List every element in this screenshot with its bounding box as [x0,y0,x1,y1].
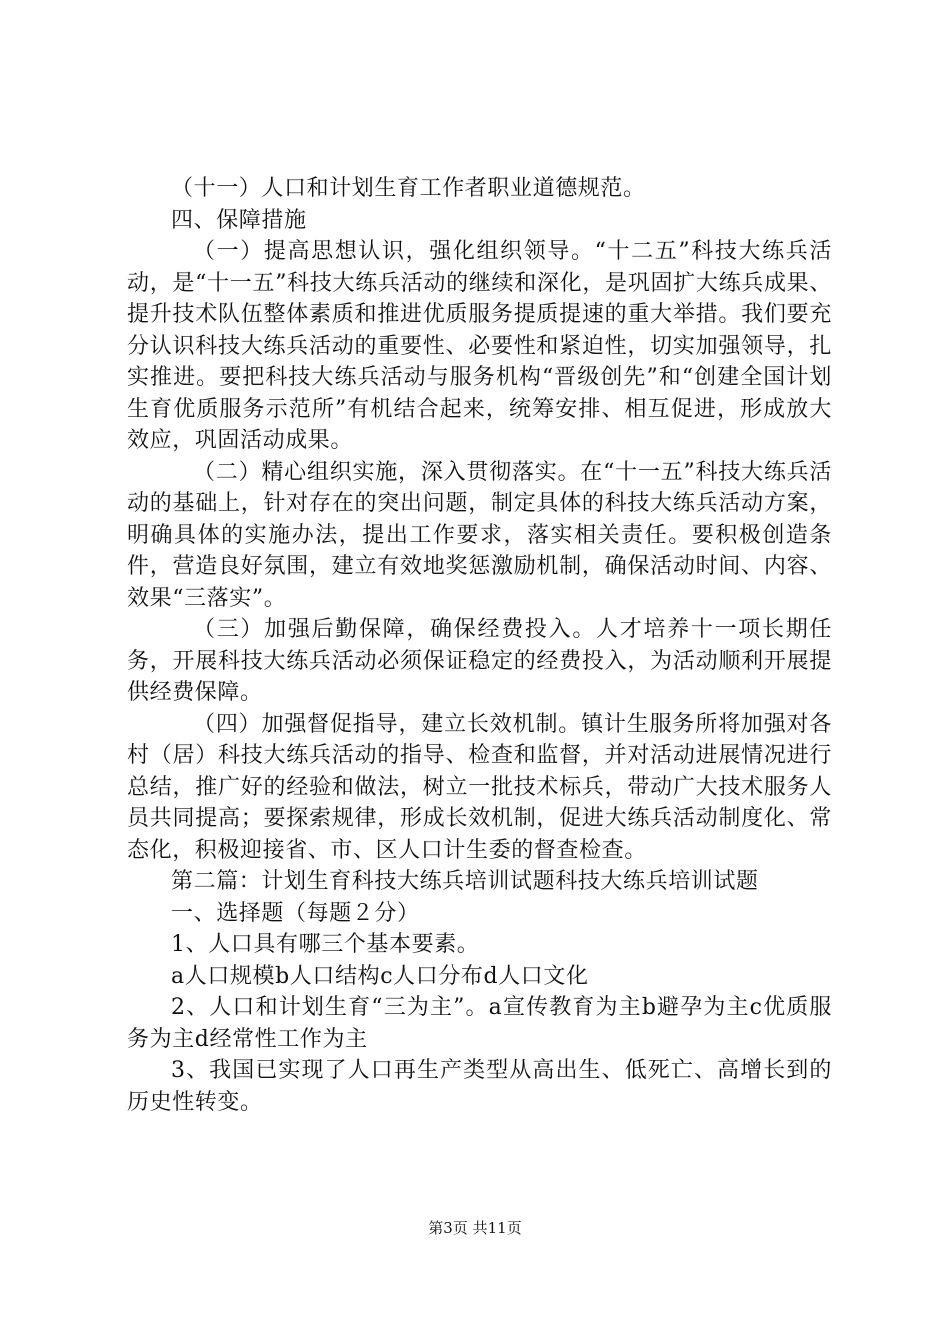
paragraph-measure-4: （四）加强督促指导，建立长效机制。镇计生服务所将加强对各村（居）科技大练兵活动的指导、检查和监督，并对活动进展情况进行总结，推广好的经验和做法，树立一批技术标兵，带动广大技术服务人员共同提高；要探索规律，形成长效机制，促进大练兵活动制度化、常态化，积极迎接省、市、区人口计生委的督查检查。 [127,711,832,863]
paragraph-measure-2: （二）精心组织实施，深入贯彻落实。在“十一五”科技大练兵活动的基础上，针对存在的突出问题，制定具体的科技大练兵活动方案，明确具体的实施办法，提出工作要求，落实相关责任。要积极创造条件，营造良好氛围，建立有效地奖惩激励机制，确保活动时间、内容、效果“三落实”。 [127,459,832,611]
chapter-heading-part-two: 第二篇：计划生育科技大练兵培训试题科技大练兵培训试题 [171,869,759,894]
paragraph-measure-1: （一）提高思想认识，强化组织领导。“十二五”科技大练兵活动，是“十一五”科技大练兵活动的继续和深化，是巩固扩大练兵成果、提升技术队伍整体素质和推进优质服务提质提速的重大举措。我们要充分认识科技大练兵活动的重要性、必要性和紧迫性，切实加强领导，扎实推进。要把科技大练兵活动与服务机构“晋级创先”和“创建全国计划生育优质服务示范所”有机结合起来，统筹安排、相互促进，形成放大效应，巩固活动成果。 [127,239,832,453]
question-1-options: a人口规模b人口结构c人口分布d人口文化 [171,963,589,989]
question-3: 3、我国已实现了人口再生产类型从高出生、低死亡、高增长到的历史性转变。 [127,1058,832,1115]
question-2: 2、人口和计划生育“三为主”。a宣传教育为主b避孕为主c优质服务为主d经常性工作为主 [127,995,832,1052]
paragraph-ethics-norms: （十一）人口和计划生育工作者职业道德规范。 [171,176,646,201]
document-body [127,173,832,1118]
question-1: 1、人口具有哪三个基本要素。 [171,932,480,957]
page-number-footer: 第3页 共11页 [428,1219,522,1237]
section-heading-choice-questions: 一、选择题（每题２分） [171,900,420,926]
paragraph-measure-3: （三）加强后勤保障，确保经费投入。人才培养十一项长期任务，开展科技大练兵活动必须保证稳定的经费投入，为活动顺利开展提供经费保障。 [127,617,832,705]
section-heading-safeguards: 四、保障措施 [171,207,307,233]
